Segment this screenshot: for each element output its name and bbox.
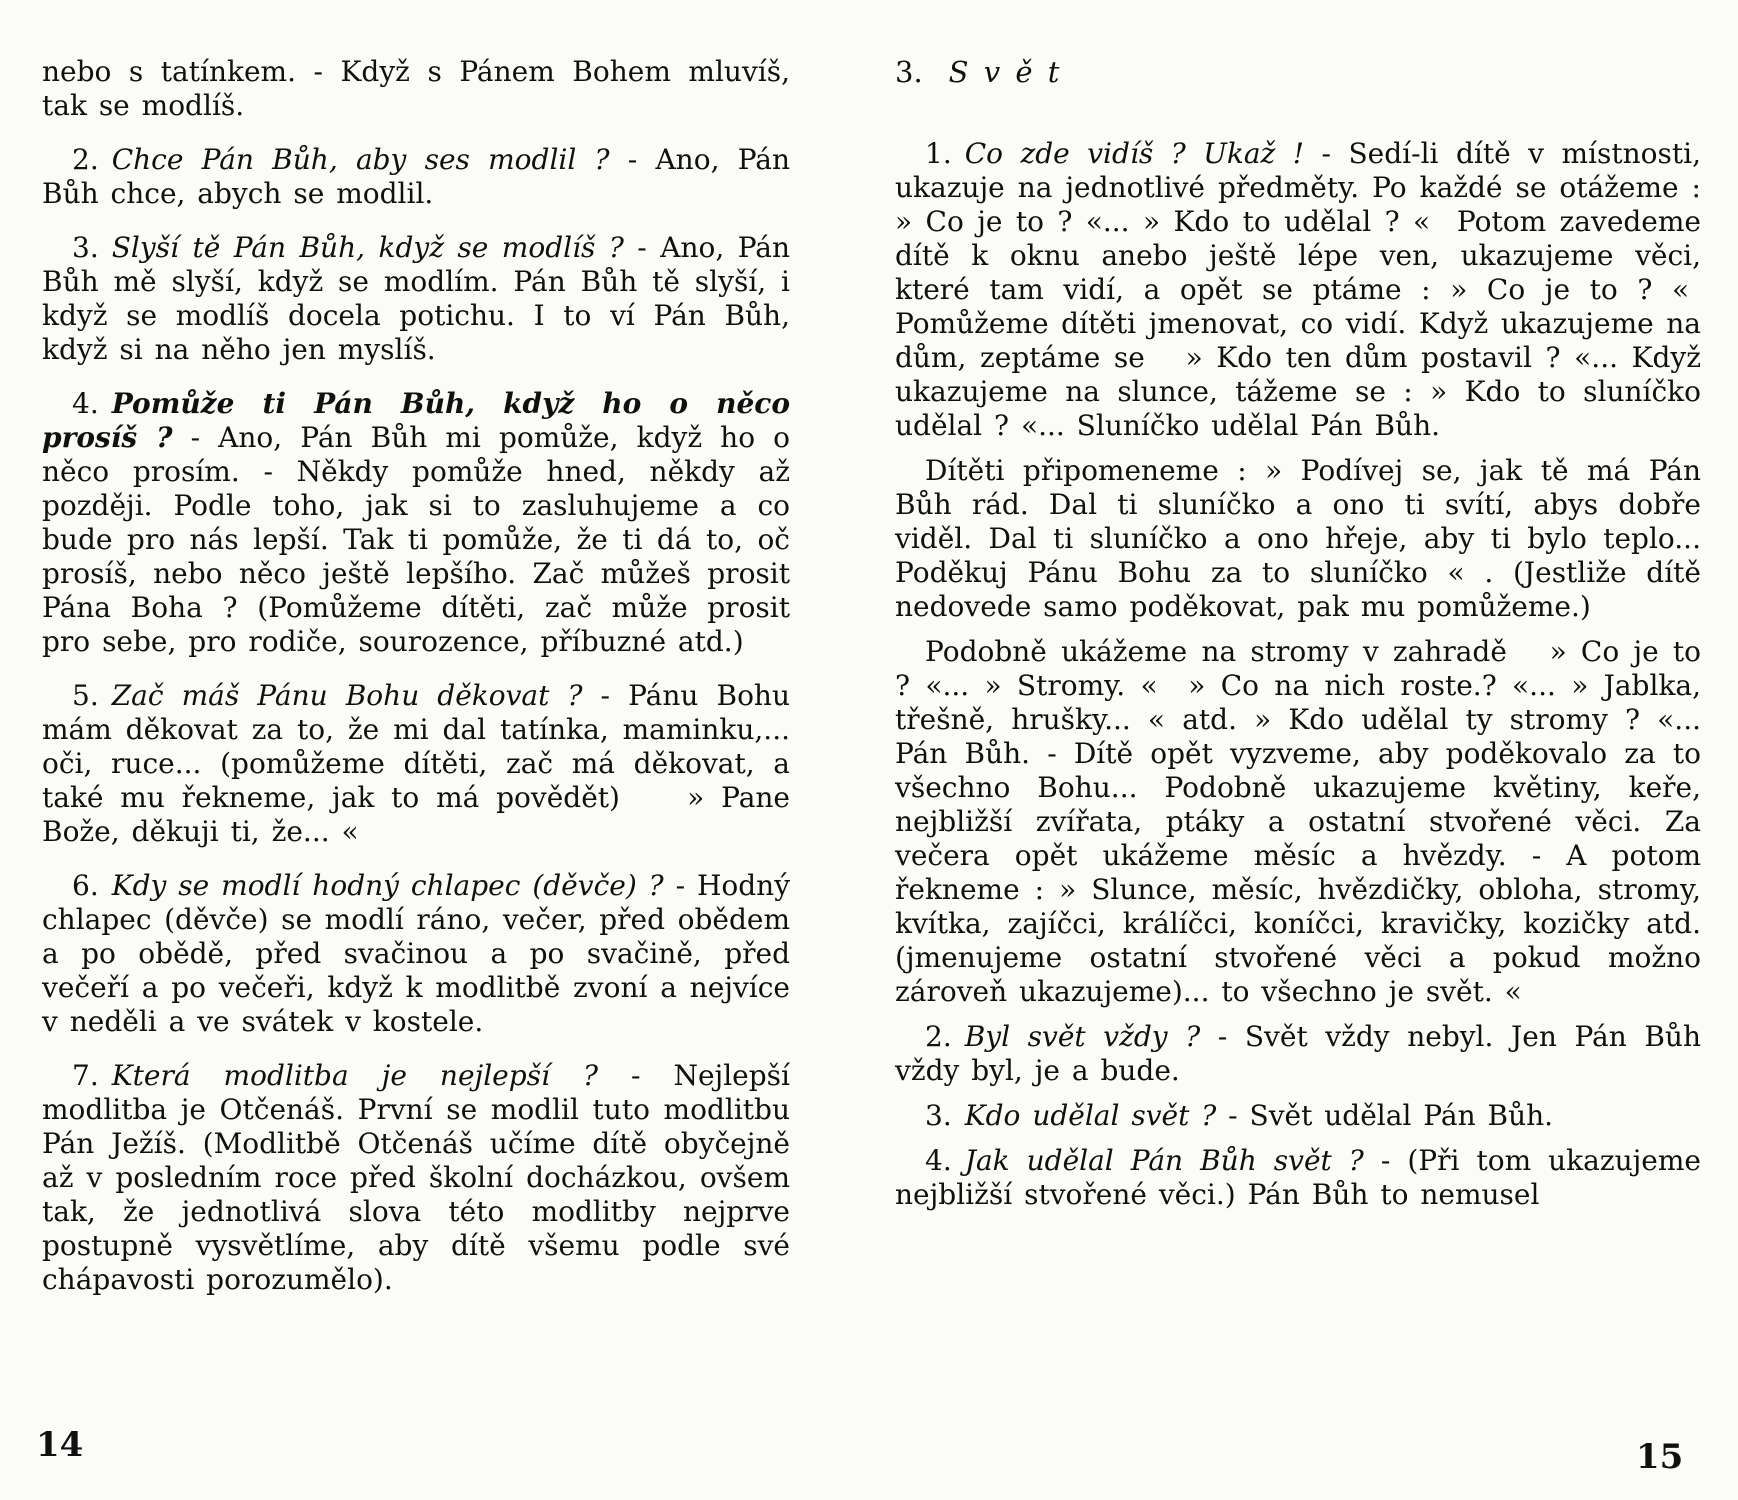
qa-item-7 [42,1059,790,1297]
item-question: Která modlitba je nejlepší ? [111,1059,598,1092]
item-question: Kdo udělal svět ? [964,1099,1217,1132]
item-number: 2. [72,143,99,176]
item-question: Co zde vidíš ? Ukaž ! [964,137,1305,170]
item-number: 2. [925,1020,952,1053]
item-answer: - Ano, Pán Bůh chce, abych se modlil. [42,143,791,210]
item-answer: - Ano, Pán Bůh mi pomůže, když ho o něco prosím. - Někdy pomůže hned, někdy až později. Podle toho, jak si to zasluhujeme a co bude pro nás lepší. Tak ti pomůže, že ti dá to, oč prosíš, nebo něco ještě lepšího. Zač můžeš prosit Pána Boha ? (Pomůžeme dítěti, zač může prosit pro sebe, pro rodiče, sourozence, příbuzné atd.) [42,421,790,658]
section-number: 3. [895,55,923,89]
item-number: 3. [925,1099,952,1132]
item-number: 5. [72,679,99,712]
qa-item-2 [42,143,790,211]
right-page-column [895,55,1701,1223]
item-question: Pomůže ti Pán Bůh, když ho o něco prosíš ? [42,387,790,454]
section-title: S v ě t [948,55,1063,89]
item-question: Slyší tě Pán Bůh, když se modlíš ? [111,231,624,264]
item-answer: - (Při tom ukazujeme nejbližší stvořené věci.) Pán Bůh to nemusel [895,1144,1701,1211]
item-answer: - Svět vždy nebyl. Jen Pán Bůh vždy byl, je a bude. [895,1020,1701,1087]
page-number-right: 15 [1636,1437,1684,1477]
item-number: 1. [925,137,952,170]
qa-item-5 [42,679,790,849]
item-number: 4. [72,387,99,420]
paragraph-text: Dítěti připomeneme : » Podívej se, jak tě má Pán Bůh rád. Dal ti sluníčko a ono ti svítí, abys dobře viděl. Dal ti sluníčko a ono hřeje, aby ti bylo teplo... Poděkuj Pánu Bohu za to sluníčko « . (Jestliže dítě nedovede samo poděkovat, pak mu pomůžeme.) [895,454,1701,623]
paragraph-note [895,454,1701,624]
qa-item-3 [895,1099,1701,1133]
item-number: 7. [72,1059,99,1092]
item-question: Zač máš Pánu Bohu děkovat ? [111,679,583,712]
item-number: 6. [72,869,99,902]
item-question: Jak udělal Pán Bůh svět ? [964,1144,1364,1177]
item-number: 3. [72,231,99,264]
item-question: Kdy se modlí hodný chlapec (děvče) ? [111,869,664,902]
qa-item-6 [42,869,790,1039]
paragraph-text: nebo s tatínkem. - Když s Pánem Bohem mluvíš, tak se modlíš. [42,55,790,122]
qa-item-2 [895,1020,1701,1088]
item-question: Chce Pán Bůh, aby ses modlil ? [111,143,610,176]
qa-item-4 [895,1144,1701,1212]
item-number: 4. [925,1144,952,1177]
paragraph-continuation [42,55,790,123]
qa-item-1 [895,137,1701,443]
qa-item-3 [42,231,790,367]
item-question: Byl svět vždy ? [964,1020,1201,1053]
left-page-column [42,55,790,1317]
page-number-left: 14 [36,1425,84,1465]
paragraph-note [895,635,1701,1009]
item-answer: - Pánu Bohu mám děkovat za to, že mi dal tatínka, maminku,... oči, ruce... (pomůžeme dítěti, zač má děkovat, a také mu řekneme, jak to má povědět) » Pane Bože, děkuji ti, že... « [42,679,790,848]
paragraph-text: Podobně ukážeme na stromy v zahradě » Co je to ? «... » Stromy. « » Co na nich roste.? «... » Jablka, třešně, hrušky... « atd. » Kdo udělal ty stromy ? «... Pán Bůh. - Dítě opět vyzveme, aby poděkovalo za to všechno Bohu... Podobně ukazujeme květiny, keře, nejbližší zvířata, ptáky a ostatní stvořené věci. Za večera opět ukážeme měsíc a hvězdy. - A potom řekneme : » Slunce, měsíc, hvězdičky, obloha, stromy, kvítka, zajíčci, králíčci, koníčci, kravičky, kozičky atd. (jmenujeme ostatní stvořené věci a pokud možno zároveň ukazujeme)... to všechno je svět. « [895,635,1701,1008]
item-answer: - Sedí-li dítě v místnosti, ukazuje na jednotlivé předměty. Po každé se otážeme : » Co je to ? «... » Kdo to udělal ? « Potom zavedeme dítě k oknu anebo ještě lépe ven, ukazujeme věci, které tam vidí, a opět se ptáme : » Co je to ? « Pomůžeme dítěti jmenovat, co vidí. Když ukazujeme na dům, zeptáme se » Kdo ten dům postavil ? «... Když ukazujeme na slunce, tážeme se : » Kdo to sluníčko udělal ? «... Sluníčko udělal Pán Bůh. [895,137,1701,442]
qa-item-4 [42,387,790,659]
item-answer: - Hodný chlapec (děvče) se modlí ráno, večer, před obědem a po obědě, před svačinou a po svačině, před večeří a po večeři, když k modlitbě zvoní a nejvíce v neděli a ve svátek v kostele. [42,869,791,1038]
item-answer: - Svět udělal Pán Bůh. [1216,1099,1554,1132]
section-heading [895,55,1701,89]
item-answer: - Ano, Pán Bůh mě slyší, když se modlím. Pán Bůh tě slyší, i když se modlíš docela potichu. I to ví Pán Bůh, když si na něho jen myslíš. [42,231,790,366]
item-answer: - Nejlepší modlitba je Otčenáš. První se modlil tuto modlitbu Pán Ježíš. (Modlitbě Otčenáš učíme dítě obyčejně až v posledním roce před školní docházkou, ovšem tak, že jednotlivá slova této modlitby nejprve postupně vysvětlíme, aby dítě všemu podle své chápavosti porozumělo). [42,1059,790,1296]
